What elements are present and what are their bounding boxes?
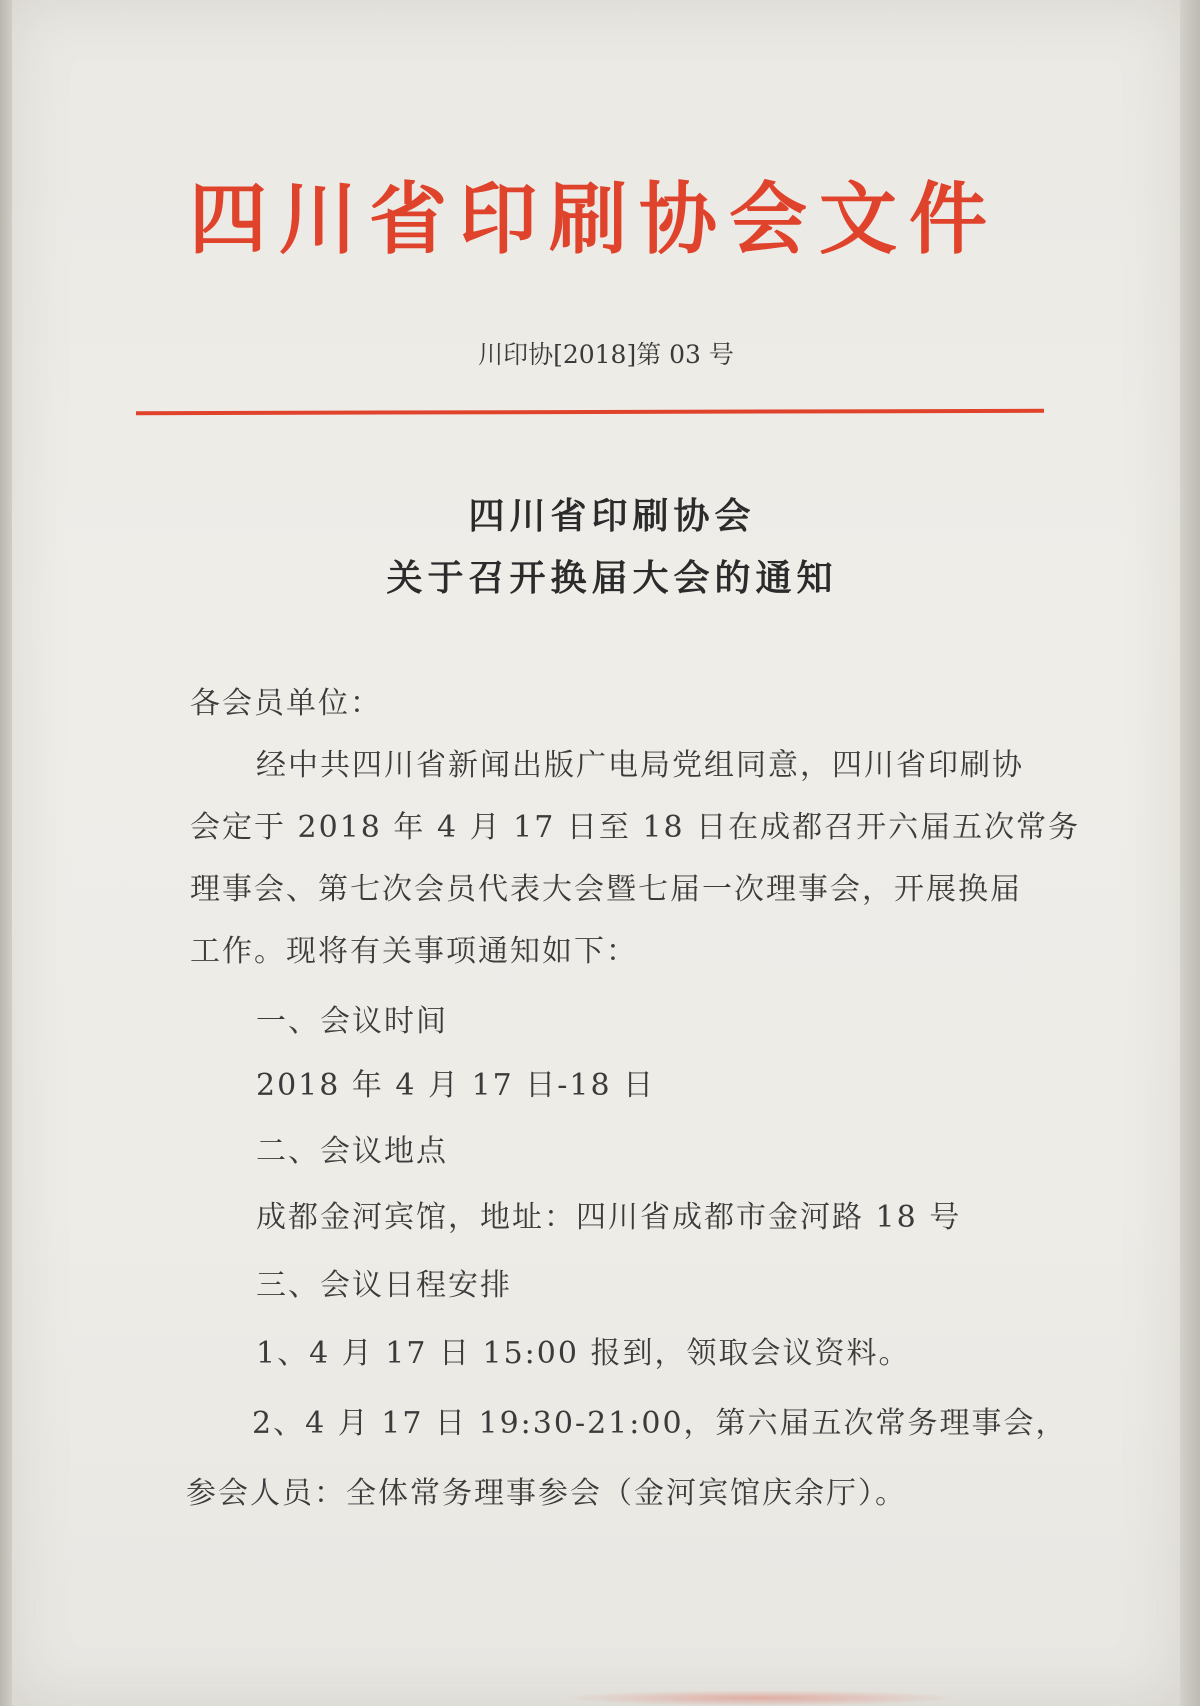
schedule-item-2-line-1: 2、4 月 17 日 19:30-21:00，第六届五次常务理事会，	[252, 1406, 1068, 1441]
notice-title-line-2: 关于召开换届大会的通知	[386, 558, 838, 599]
section-2-content: 成都金河宾馆，地址：四川省成都市金河路 18 号	[256, 1200, 962, 1235]
section-1-content: 2018 年 4 月 17 日-18 日	[256, 1068, 656, 1103]
schedule-item-1: 1、4 月 17 日 15:00 报到，领取会议资料。	[256, 1336, 911, 1371]
schedule-item-2-line-2: 参会人员：全体常务理事参会（金河宾馆庆余厅）。	[186, 1476, 907, 1511]
document-number: 川印协[2018]第 03 号	[478, 340, 734, 369]
intro-line-1: 经中共四川省新闻出版广电局党组同意，四川省印刷协	[256, 748, 1024, 783]
intro-line-3: 理事会、第七次会员代表大会暨七届一次理事会，开展换届	[190, 872, 1022, 907]
notice-title-line-1: 四川省印刷协会	[468, 496, 756, 537]
intro-line-2: 会定于 2018 年 4 月 17 日至 18 日在成都召开六届五次常务	[190, 810, 1081, 845]
section-1-heading: 一、会议时间	[256, 1004, 448, 1039]
section-3-heading: 三、会议日程安排	[256, 1268, 512, 1303]
org-header-title: 四川省印刷协会文件	[188, 175, 999, 265]
partial-red-stamp	[560, 1690, 960, 1706]
intro-line-4: 工作。现将有关事项通知如下：	[190, 934, 638, 969]
salutation: 各会员单位：	[190, 686, 382, 721]
section-2-heading: 二、会议地点	[256, 1134, 448, 1169]
